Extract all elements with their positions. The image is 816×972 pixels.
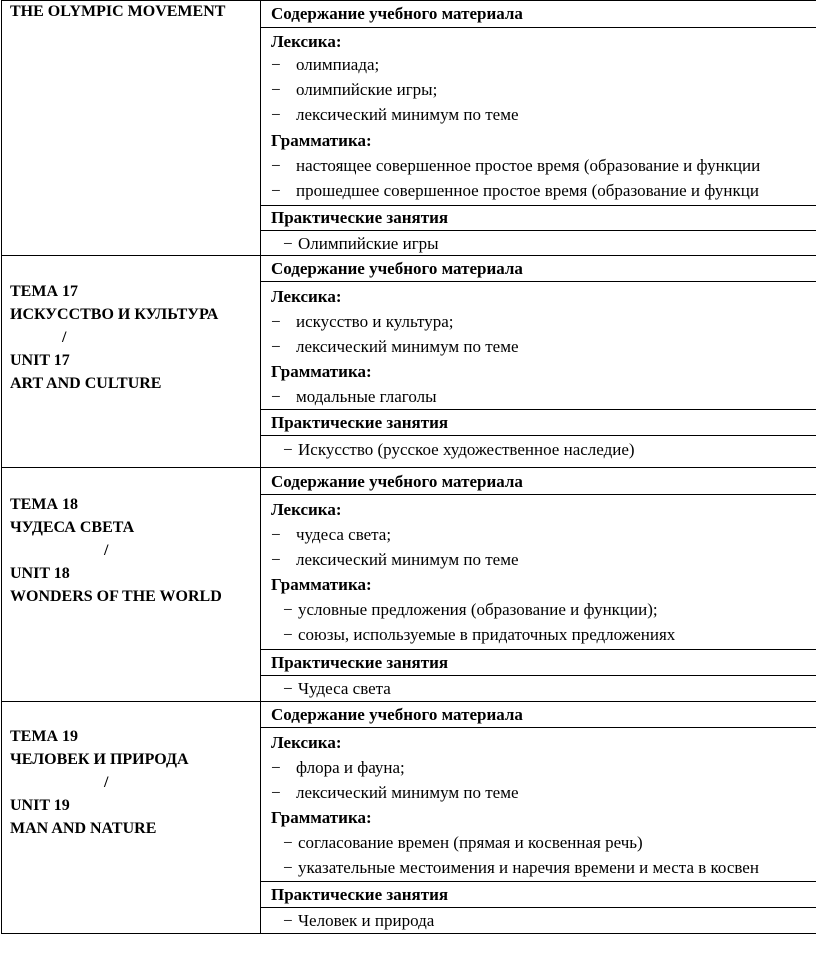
grammar-header: Грамматика: [271, 362, 372, 381]
practice-dash: − [283, 911, 293, 930]
section-row-art [1, 255, 816, 468]
topic-line: / [62, 329, 67, 346]
content-header-cell [261, 468, 816, 495]
topic-line: UNIT 19 [10, 797, 70, 814]
content-cell [261, 468, 816, 702]
grammar-item: условные предложения (образование и функции); [298, 600, 658, 619]
lexis-dash: − [271, 758, 281, 777]
practice-item: Человек и природа [298, 911, 435, 930]
content-header: Содержание учебного материала [271, 4, 523, 23]
lexis-dash: − [271, 783, 281, 802]
practice-dash: − [283, 440, 293, 459]
content-header-cell [261, 256, 816, 282]
topic-cell [1, 468, 261, 702]
topic-line: ЧУДЕСА СВЕТА [10, 519, 135, 536]
grammar-item: прошедшее совершенное простое время (образование и функци [296, 181, 759, 200]
practice-header-cell [261, 410, 816, 436]
grammar-dash: − [271, 181, 281, 200]
topic-line: WONDERS OF THE WORLD [10, 588, 222, 605]
topic-line: ТЕМА 18 [10, 496, 78, 513]
topic-line: UNIT 17 [10, 352, 70, 369]
topic-line: / [104, 542, 109, 559]
topic-line: ЧЕЛОВЕК И ПРИРОДА [10, 751, 189, 768]
grammar-dash: − [271, 156, 281, 175]
topic-cell [1, 702, 261, 934]
lexis-item: флора и фауна; [296, 758, 405, 777]
grammar-dash: − [283, 625, 293, 644]
practice-items-cell [261, 231, 816, 256]
lexis-header: Лексика: [271, 500, 342, 519]
lexis-dash: − [271, 55, 281, 74]
lexis-item: лексический минимум по теме [296, 337, 519, 356]
practice-header: Практические занятия [271, 885, 449, 904]
practice-dash: − [283, 679, 293, 698]
practice-header-cell [261, 650, 816, 676]
content-header-cell [261, 702, 816, 728]
content-header: Содержание учебного материала [271, 259, 523, 278]
lexis-item: искусство и культура; [296, 312, 454, 331]
grammar-dash: − [271, 387, 281, 406]
topic-cell [1, 1, 261, 256]
topic-line: ТЕМА 17 [10, 283, 78, 300]
lexis-dash: − [271, 550, 281, 569]
lexis-item: олимпийские игры; [296, 80, 438, 99]
topic-line: UNIT 18 [10, 565, 70, 582]
grammar-item: союзы, используемые в придаточных предложениях [298, 625, 676, 644]
practice-items-cell [261, 908, 816, 934]
topic-line: ТЕМА 19 [10, 728, 78, 745]
lexis-header: Лексика: [271, 733, 342, 752]
section-row-olympic [1, 0, 816, 256]
table-bottom-border [1, 933, 816, 934]
topic-details-cell [261, 495, 816, 650]
section-row-wonders [1, 467, 816, 702]
lexis-dash: − [271, 337, 281, 356]
content-header: Содержание учебного материала [271, 705, 523, 724]
grammar-item: указательные местоимения и наречия времени и места в косвен [298, 858, 759, 877]
topic-line: ИСКУССТВО И КУЛЬТУРА [10, 306, 219, 323]
topic-line: THE OLYMPIC MOVEMENT [10, 3, 226, 20]
lexis-item: чудеса света; [296, 525, 392, 544]
practice-header-cell [261, 882, 816, 908]
practice-items-cell [261, 676, 816, 702]
lexis-item: олимпиада; [296, 55, 380, 74]
topic-line: MAN AND NATURE [10, 820, 157, 837]
practice-header-cell [261, 206, 816, 231]
practice-items-cell [261, 436, 816, 468]
lexis-item: лексический минимум по теме [296, 783, 519, 802]
grammar-item: согласование времен (прямая и косвенная речь) [298, 833, 643, 852]
topic-details-cell [261, 282, 816, 410]
lexis-dash: − [271, 80, 281, 99]
content-cell [261, 1, 816, 256]
lexis-dash: − [271, 312, 281, 331]
lexis-dash: − [271, 525, 281, 544]
lexis-dash: − [271, 105, 281, 124]
topic-line: ART AND CULTURE [10, 375, 162, 392]
practice-header: Практические занятия [271, 208, 449, 227]
grammar-dash: − [283, 833, 293, 852]
section-row-nature [1, 701, 816, 934]
practice-item: Чудеса света [298, 679, 391, 698]
practice-item: Олимпийские игры [298, 234, 439, 253]
practice-item: Искусство (русское художественное наследие) [298, 440, 635, 459]
content-header-cell [261, 1, 816, 28]
grammar-item: модальные глаголы [296, 387, 437, 406]
grammar-header: Грамматика: [271, 808, 372, 827]
grammar-dash: − [283, 858, 293, 877]
lexis-item: лексический минимум по теме [296, 105, 519, 124]
topic-details-cell [261, 28, 816, 206]
content-header: Содержание учебного материала [271, 472, 523, 491]
grammar-dash: − [283, 600, 293, 619]
practice-header: Практические занятия [271, 413, 449, 432]
lexis-header: Лексика: [271, 287, 342, 306]
topic-details-cell [261, 728, 816, 882]
practice-dash: − [283, 234, 293, 253]
topic-line: / [104, 774, 109, 791]
topic-cell [1, 256, 261, 468]
grammar-header: Грамматика: [271, 131, 372, 150]
content-cell [261, 256, 816, 468]
practice-header: Практические занятия [271, 653, 449, 672]
grammar-item: настоящее совершенное простое время (образование и функции [296, 156, 761, 175]
lexis-item: лексический минимум по теме [296, 550, 519, 569]
grammar-header: Грамматика: [271, 575, 372, 594]
lexis-header: Лексика: [271, 32, 342, 51]
content-cell [261, 702, 816, 934]
